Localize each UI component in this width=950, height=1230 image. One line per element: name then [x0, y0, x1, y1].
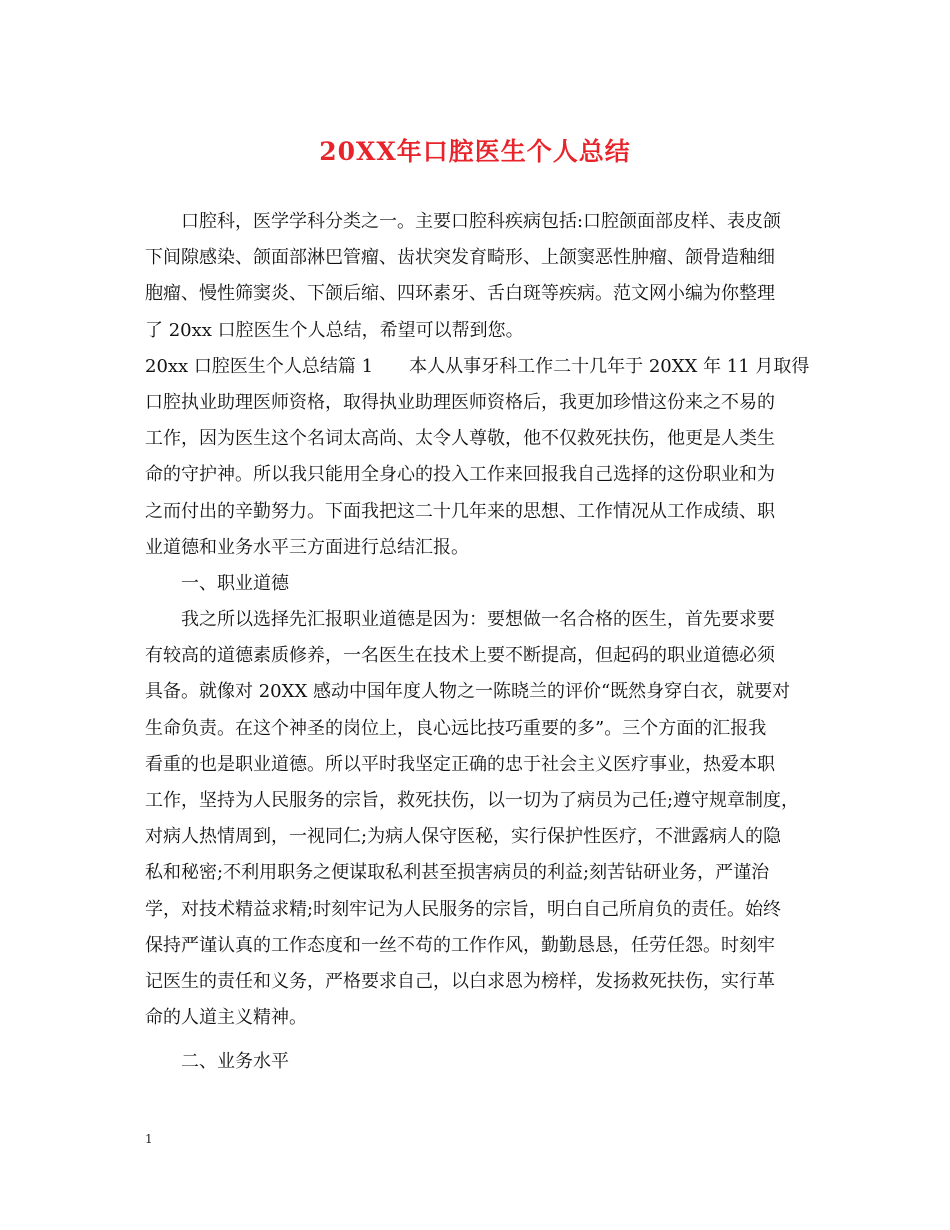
paragraph-line: 命的守护神。所以我只能用全身心的投入工作来回报我自己选择的这份职业和为 [145, 464, 775, 486]
paragraph-line: 口腔科，医学学科分类之一。主要口腔科疾病包括:口腔颌面部皮样、表皮颌 [181, 211, 782, 232]
paragraph-line: 胞瘤、慢性筛窦炎、下颌后缩、四环素牙、舌白斑等疾病。范文网小编为你整理 [145, 283, 775, 305]
paragraph-line: 保持严谨认真的工作态度和一丝不苟的工作作风，勤勤恳恳，任劳任怨。时刻牢 [145, 934, 775, 956]
paragraph-line: 业道德和业务水平三方面进行总结汇报。 [145, 536, 469, 558]
paragraph-line: 命的人道主义精神。 [145, 1007, 307, 1029]
paragraph-line: 私和秘密;不利用职务之便谋取私利甚至损害病员的利益;刻苦钻研业务，严谨治 [145, 862, 770, 884]
paragraph-line: 我之所以选择先汇报职业道德是因为：要想做一名合格的医生，首先要求要 [181, 609, 775, 631]
paragraph-line: 有较高的道德素质修养，一名医生在技术上要不断提高，但起码的职业道德必须 [145, 645, 775, 667]
paragraph-line: 对病人热情周到，一视同仁;为病人保守医秘，实行保护性医疗，不泄露病人的隐 [145, 826, 782, 848]
paragraph-line: 口腔执业助理医师资格，取得执业助理医师资格后，我更加珍惜这份来之不易的 [145, 391, 775, 413]
document-body [145, 204, 810, 1081]
document-title: 20XX年口腔医生个人总结 [319, 137, 631, 166]
paragraph-line: 工作，坚持为人民服务的宗旨，救死扶伤，以一切为了病员为己任;遵守规章制度， [145, 790, 800, 811]
paragraph-line: 工作，因为医生这个名词太高尚、太令人尊敬，他不仅救死扶伤，他更是人类生 [145, 428, 775, 450]
paragraph-line: 了 20xx 口腔医生个人总结，希望可以帮到您。 [145, 319, 524, 341]
paragraph-line: 学，对技术精益求精;时刻牢记为人民服务的宗旨，明白自己所肩负的责任。始终 [145, 898, 782, 920]
section-heading: 一、职业道德 [181, 572, 289, 594]
page-number: 1 [145, 1132, 153, 1146]
paragraph-line: 下间隙感染、颌面部淋巴管瘤、齿状突发育畸形、上颌窦恶性肿瘤、颌骨造釉细 [145, 247, 775, 269]
paragraph-line: 看重的也是职业道德。所以平时我坚定正确的忠于社会主义医疗事业，热爱本职 [145, 753, 775, 775]
section-heading: 二、业务水平 [181, 1051, 289, 1073]
paragraph-line: 具备。就像对 20XX 感动中国年度人物之一陈晓兰的评价“既然身穿白衣，就要对 [145, 681, 791, 703]
paragraph-line: 20xx 口腔医生个人总结篇 1 本人从事牙科工作二十几年于 20XX 年 11 月取得 [145, 355, 810, 377]
paragraph-line: 生命负责。在这个神圣的岗位上，良心远比技巧重要的多”。三个方面的汇报我 [145, 717, 767, 739]
paragraph-line: 之而付出的辛勤努力。下面我把这二十几年来的思想、工作情况从工作成绩、职 [145, 500, 775, 522]
paragraph-line: 记医生的责任和义务，严格要求自己，以白求恩为榜样，发扬救死扶伤，实行革 [145, 970, 775, 992]
